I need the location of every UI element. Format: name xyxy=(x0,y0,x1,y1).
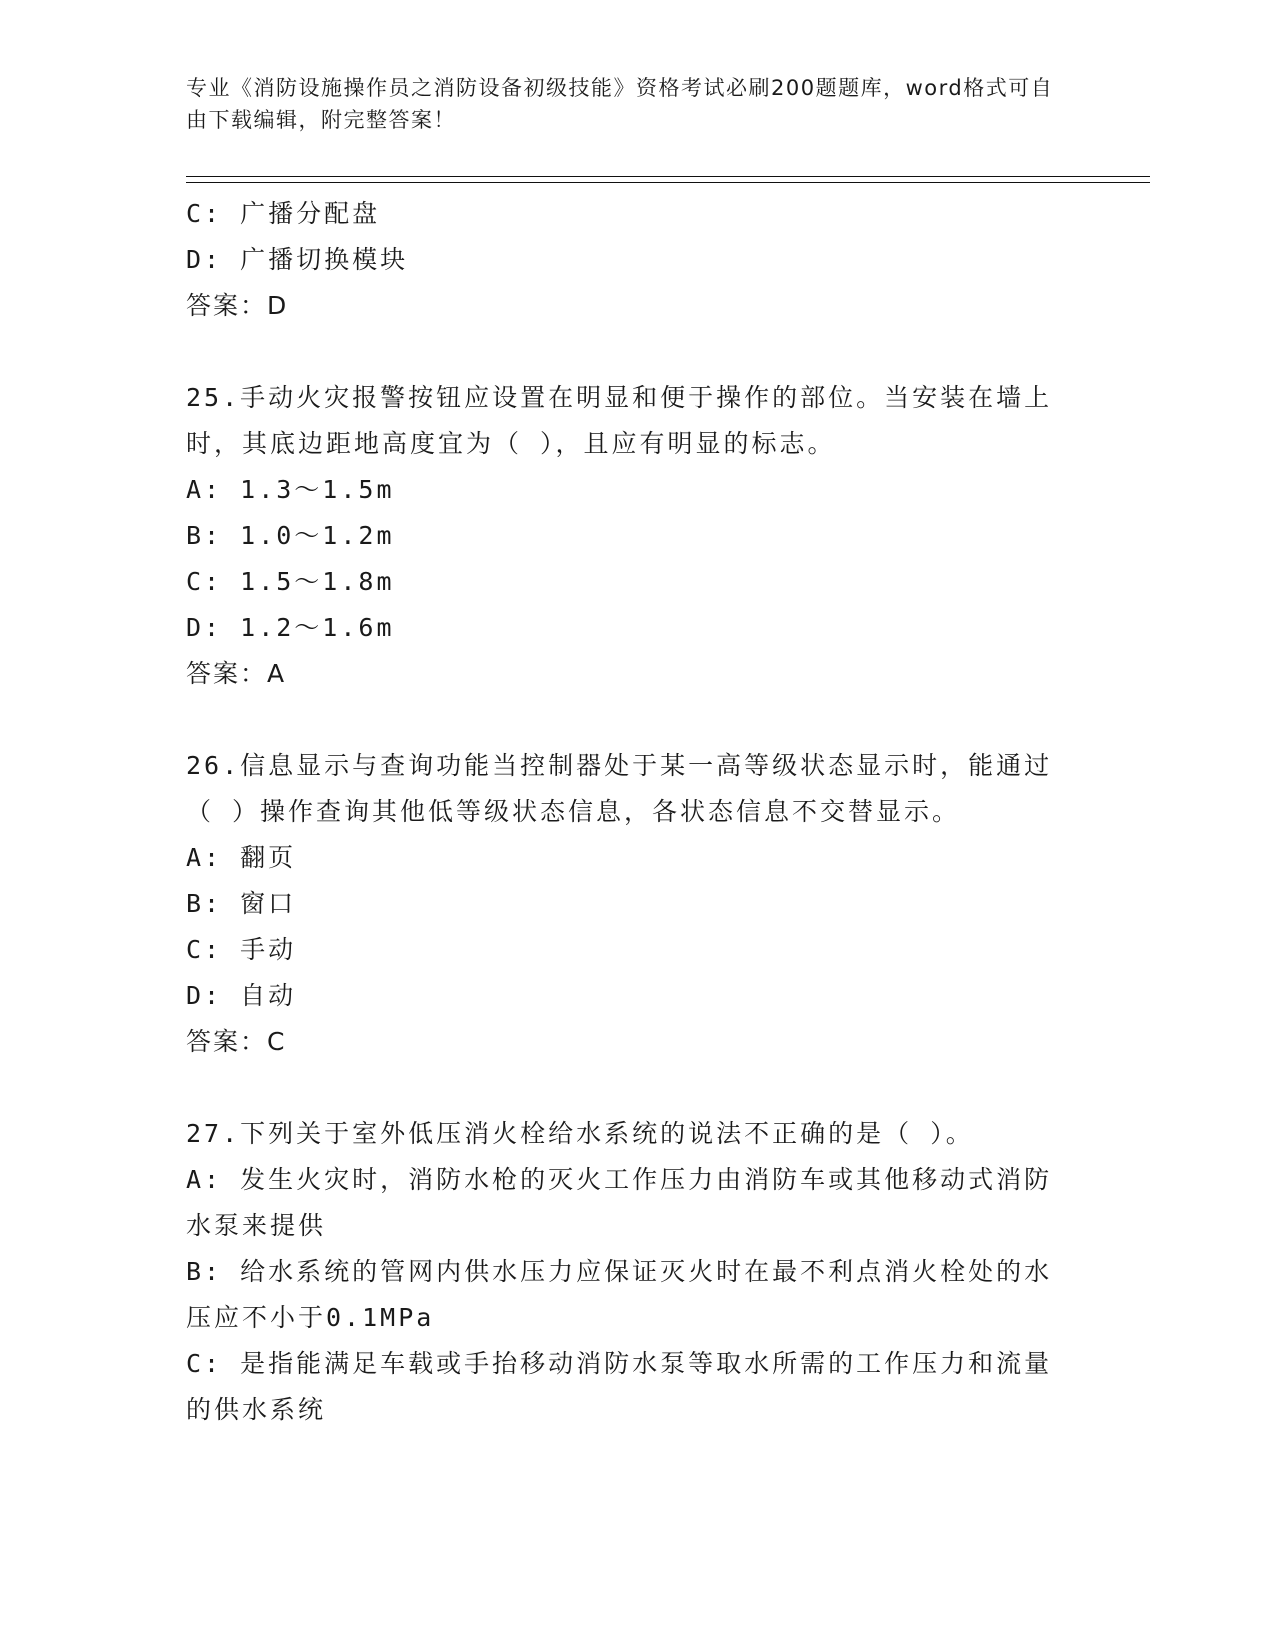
previous-question-continuation xyxy=(186,191,1066,329)
document-body xyxy=(186,191,1066,1433)
answer-line: 答案：D xyxy=(186,291,289,320)
option-b: B: 给水系统的管网内供水压力应保证灭火时在最不利点消火栓处的水压应不小于0.1MPa xyxy=(186,1257,1053,1332)
question-text: 25.手动火灾报警按钮应设置在明显和便于操作的部位。当安装在墙上时，其底边距地高度宜为（ ），且应有明显的标志。 xyxy=(186,383,1053,458)
question-26 xyxy=(186,743,1066,1065)
option-c: C: 1.5～1.8m xyxy=(186,567,395,596)
question-text: 26.信息显示与查询功能当控制器处于某一高等级状态显示时，能通过（ ）操作查询其他低等级状态信息，各状态信息不交替显示。 xyxy=(186,751,1053,826)
question-text: 27.下列关于室外低压消火栓给水系统的说法不正确的是（ ）。 xyxy=(186,1119,974,1148)
answer-line: 答案：C xyxy=(186,1027,287,1056)
question-27 xyxy=(186,1111,1066,1433)
question-25 xyxy=(186,375,1066,697)
header-divider xyxy=(186,176,1150,183)
option-a: A: 1.3～1.5m xyxy=(186,475,395,504)
option-d: D: 1.2～1.6m xyxy=(186,613,395,642)
document-title: 专业《消防设施操作员之消防设备初级技能》资格考试必刷200题题库，word格式可自由下载编辑，附完整答案！ xyxy=(186,76,1054,132)
option-a: A: 发生火灾时，消防水枪的灭火工作压力由消防车或其他移动式消防水泵来提供 xyxy=(186,1165,1053,1240)
option-c: C: 是指能满足车载或手抬移动消防水泵等取水所需的工作压力和流量的供水系统 xyxy=(186,1349,1053,1424)
option-b: B: 1.0～1.2m xyxy=(186,521,395,550)
option-d: D: 广播切换模块 xyxy=(186,245,409,274)
option-c: C: 手动 xyxy=(186,935,297,964)
option-d: D: 自动 xyxy=(186,981,297,1010)
page-header xyxy=(186,72,1066,136)
option-b: B: 窗口 xyxy=(186,889,297,918)
option-a: A: 翻页 xyxy=(186,843,297,872)
answer-line: 答案：A xyxy=(186,659,287,688)
option-c: C: 广播分配盘 xyxy=(186,199,381,228)
